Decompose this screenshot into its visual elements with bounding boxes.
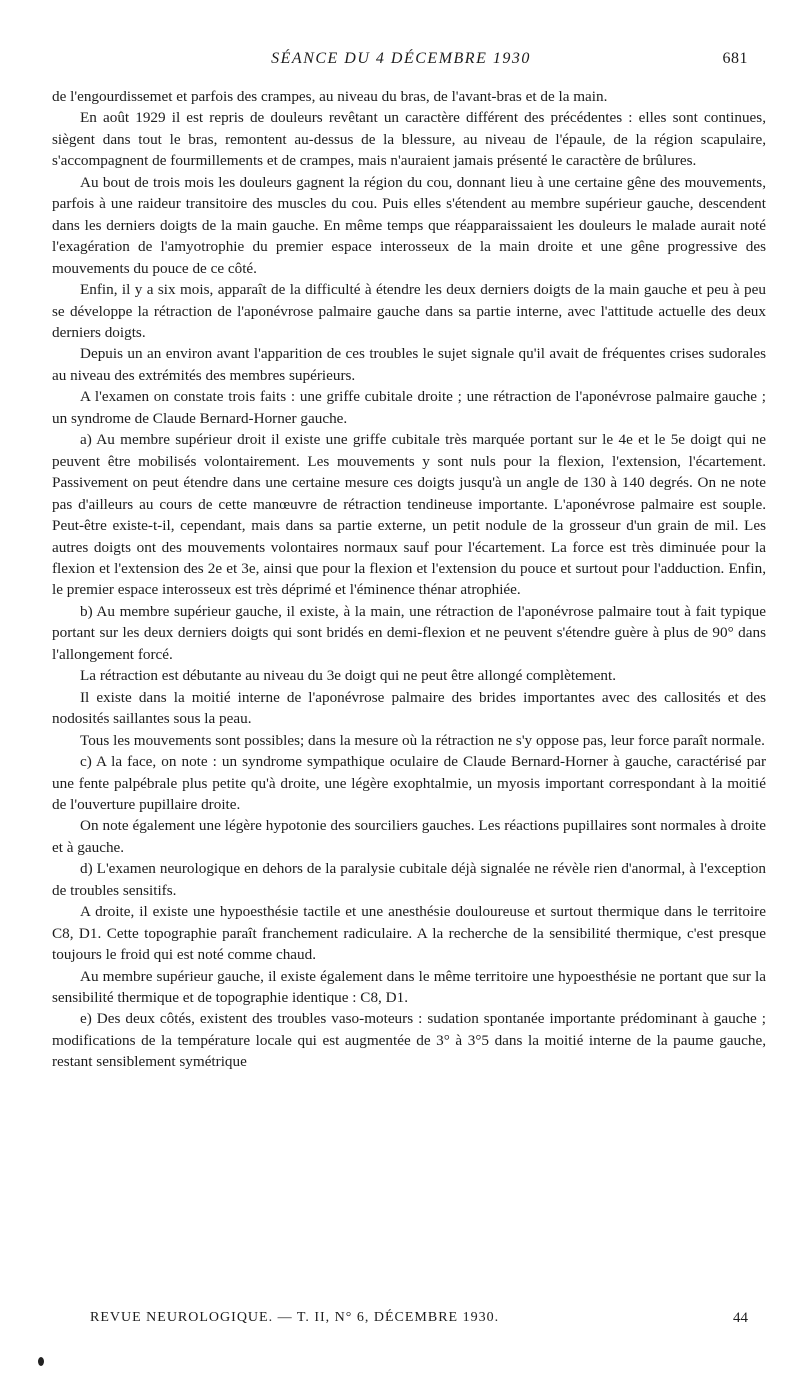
paragraph: d) L'examen neurologique en dehors de la paralysie cubitale déjà signalée ne révèle rien d'anormal, à l'exception de troubles sensitifs. [52, 860, 766, 899]
paragraph: Enfin, il y a six mois, apparaît de la difficulté à étendre les deux derniers doigts de la main gauche et peu à peu se développe la rétraction de l'aponévrose palmaire gauche dans sa partie interne, avec l'attitude actuelle des deux derniers doigts. [52, 281, 766, 341]
paragraph: c) A la face, on note : un syndrome sympathique oculaire de Claude Bernard-Horner à gauche, caractérisé par une fente palpébrale plus petite qu'à droite, une légère exophtalmie, un myosis important correspondant à la moitié de l'ouverture pupillaire droite. [52, 753, 766, 813]
paragraph: a) Au membre supérieur droit il existe une griffe cubitale très marquée portant sur le 4e et le 5e doigt qui ne peuvent être mobilisés volontairement. Les mouvements y sont nuls pour la flexion, l'extension, l'écartement. Passivement on peut étendre dans une certaine mesure ces doigts jusqu'à un angle de 130 à 140 degrés. On ne note pas d'ailleurs au cours de cette manœuvre de rétraction tendineuse importante. L'aponévrose palmaire est souple. Peut-être existe-t-il, cependant, mais dans sa partie externe, un petit nodule de la grosseur d'un grain de mil. Les autres doigts ont des mouvements volontaires normaux sauf pour l'écartement. La force est très diminuée pour la flexion et l'extension des 2e et 3e, ainsi que pour la flexion et l'extension du pouce et surtout pour l'adduction. Enfin, le premier espace interosseux est très déprimé et l'éminence thénar atrophiée. [52, 431, 766, 599]
running-head [54, 50, 748, 72]
paragraph: En août 1929 il est repris de douleurs revêtant un caractère différent des précédentes : elles sont continues, siègent dans tout le bras, remontent au-dessus de la blessure, au niveau de l'épaule, de la région scapulaire, s'accompagnent de fourmillements et de crampes, mais n'auraient jamais présenté le caractère de brûlures. [52, 109, 766, 170]
running-head-title: SÉANCE DU 4 DÉCEMBRE 1930 [271, 50, 531, 67]
paragraph: A droite, il existe une hypoesthésie tactile et une anesthésie douloureuse et surtout thermique dans le territoire C8, D1. Cette topographie paraît franchement radiculaire. A la recherche de la sensibilité thermique, c'est presque toujours le froid qui est noté comme chaud. [52, 903, 766, 964]
article-body [52, 86, 766, 1073]
paragraph: Il existe dans la moitié interne de l'aponévrose palmaire des brides importantes avec des callosités et des nodosités saillantes sous la peau. [52, 688, 766, 728]
paragraph: On note également une légère hypotonie des sourciliers gauches. Les réactions pupillaires sont normales à droite et à gauche. [52, 817, 766, 856]
paragraph: Au membre supérieur gauche, il existe également dans le même territoire une hypoesthésie ne portant que sur la sensibilité thermique et de topographie identique : C8, D1. [52, 967, 766, 1007]
ink-spot [38, 1357, 44, 1366]
journal-reference: REVUE NEUROLOGIQUE. — T. II, N° 6, DÉCEMBRE 1930. [90, 1310, 500, 1325]
page-footer [90, 1310, 748, 1334]
sheet-number: 44 [733, 1310, 748, 1326]
paragraph: La rétraction est débutante au niveau du 3e doigt qui ne peut être allongé complètement. [80, 667, 617, 685]
paragraph: Au bout de trois mois les douleurs gagnent la région du cou, donnant lieu à une certaine gêne des mouvements, parfois à une raideur transitoire des muscles du cou. Puis elles s'étendent au membre supérieur gauche, descendent dans les derniers doigts de la main gauche. En même temps que réapparaissaient les douleurs le malade aurait noté l'exagération de l'amyotrophie du premier espace interosseux de la main droite et une gêne progressive des mouvements du pouce de ce côté. [52, 173, 766, 277]
paragraph: e) Des deux côtés, existent des troubles vaso-moteurs : sudation spontanée importante prédominant à gauche ; modifications de la température locale qui est augmentée de 3° à 3°5 dans la moitié interne de la paume gauche, restant sensiblement symétrique [52, 1010, 766, 1071]
paragraph: b) Au membre supérieur gauche, il existe, à la main, une rétraction de l'aponévrose palmaire tout à fait typique portant sur les deux derniers doigts qui sont bridés en demi-flexion et ne peuvent s'étendre guère à plus de 90° dans l'allongement forcé. [52, 602, 766, 663]
paragraph: A l'examen on constate trois faits : une griffe cubitale droite ; une rétraction de l'aponévrose palmaire gauche ; un syndrome de Claude Bernard-Horner gauche. [52, 388, 766, 427]
paragraph: Depuis un an environ avant l'apparition de ces troubles le sujet signale qu'il avait de fréquentes crises sudorales au niveau des extrémités des membres supérieurs. [52, 345, 766, 384]
page-number: 681 [722, 50, 748, 67]
paragraph: de l'engourdissemet et parfois des crampes, au niveau du bras, de l'avant-bras et de la main. [52, 88, 608, 105]
paragraph: Tous les mouvements sont possibles; dans la mesure où la rétraction ne s'y oppose pas, leur force paraît normale. [80, 731, 765, 749]
